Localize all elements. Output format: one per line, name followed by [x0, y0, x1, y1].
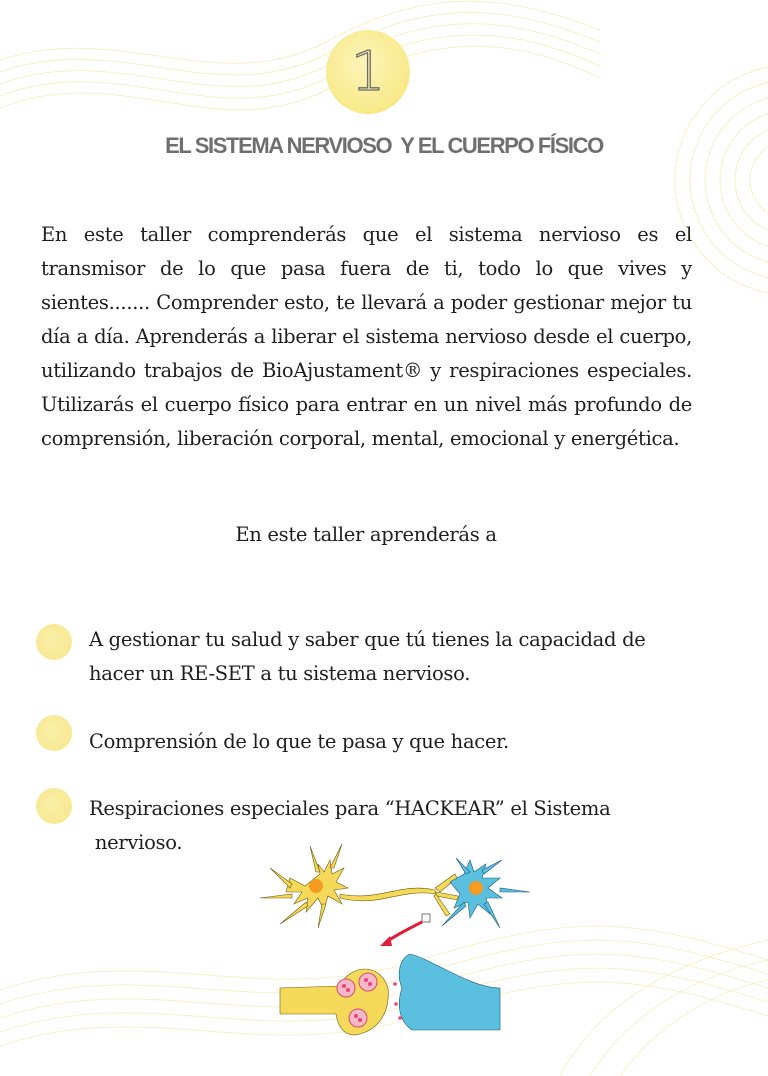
bullet-dot-icon	[36, 624, 72, 660]
bullet-dot-icon	[36, 715, 72, 751]
page-title: EL SISTEMA NERVIOSO Y EL CUERPO FÍSICO	[165, 133, 603, 158]
section-number-badge	[326, 30, 410, 114]
zoom-arrow	[386, 922, 422, 942]
postsynaptic-terminal	[399, 954, 500, 1030]
blue-neuron-nucleus	[469, 881, 483, 895]
yellow-neuron	[260, 844, 458, 928]
zoom-box	[422, 914, 430, 922]
bullet-item	[89, 725, 689, 759]
arrow-head-icon	[380, 936, 392, 946]
bullet-line: Comprensión de lo que te pasa y que hacer.	[89, 730, 509, 753]
bullet-dot-icon	[36, 788, 72, 824]
intro-paragraph: En este taller comprenderás que el sistema nervioso es el transmisor de lo que pasa fuera de ti, todo lo que vives y sientes....... Comprender esto, te llevará a poder gestionar mejor tu día a día. Aprenderás a liberar el sistema nervioso desde el cuerpo, utilizando trabajos de BioAjustament® y respiraciones especiales. Utilizarás el cuerpo físico para entrar en un nivel más profundo de comprensión, liberación corporal, mental, emocional y energética.	[41, 223, 692, 450]
section-number: 1	[350, 40, 386, 103]
bullet-line: A gestionar tu salud y saber que tú tienes la capacidad de	[89, 628, 646, 651]
bullet-line: hacer un RE-SET a tu sistema nervioso.	[89, 662, 471, 685]
bullet-item	[89, 623, 689, 691]
bullet-line: Respiraciones especiales para “HACKEAR” el Sistema	[89, 797, 611, 820]
bullet-line: nervioso.	[89, 831, 183, 854]
neuron-synapse-illustration	[250, 838, 550, 1060]
section-subtitle: En este taller aprenderás a	[235, 523, 497, 546]
blue-neuron	[442, 858, 530, 928]
yellow-neuron-nucleus	[309, 879, 323, 893]
